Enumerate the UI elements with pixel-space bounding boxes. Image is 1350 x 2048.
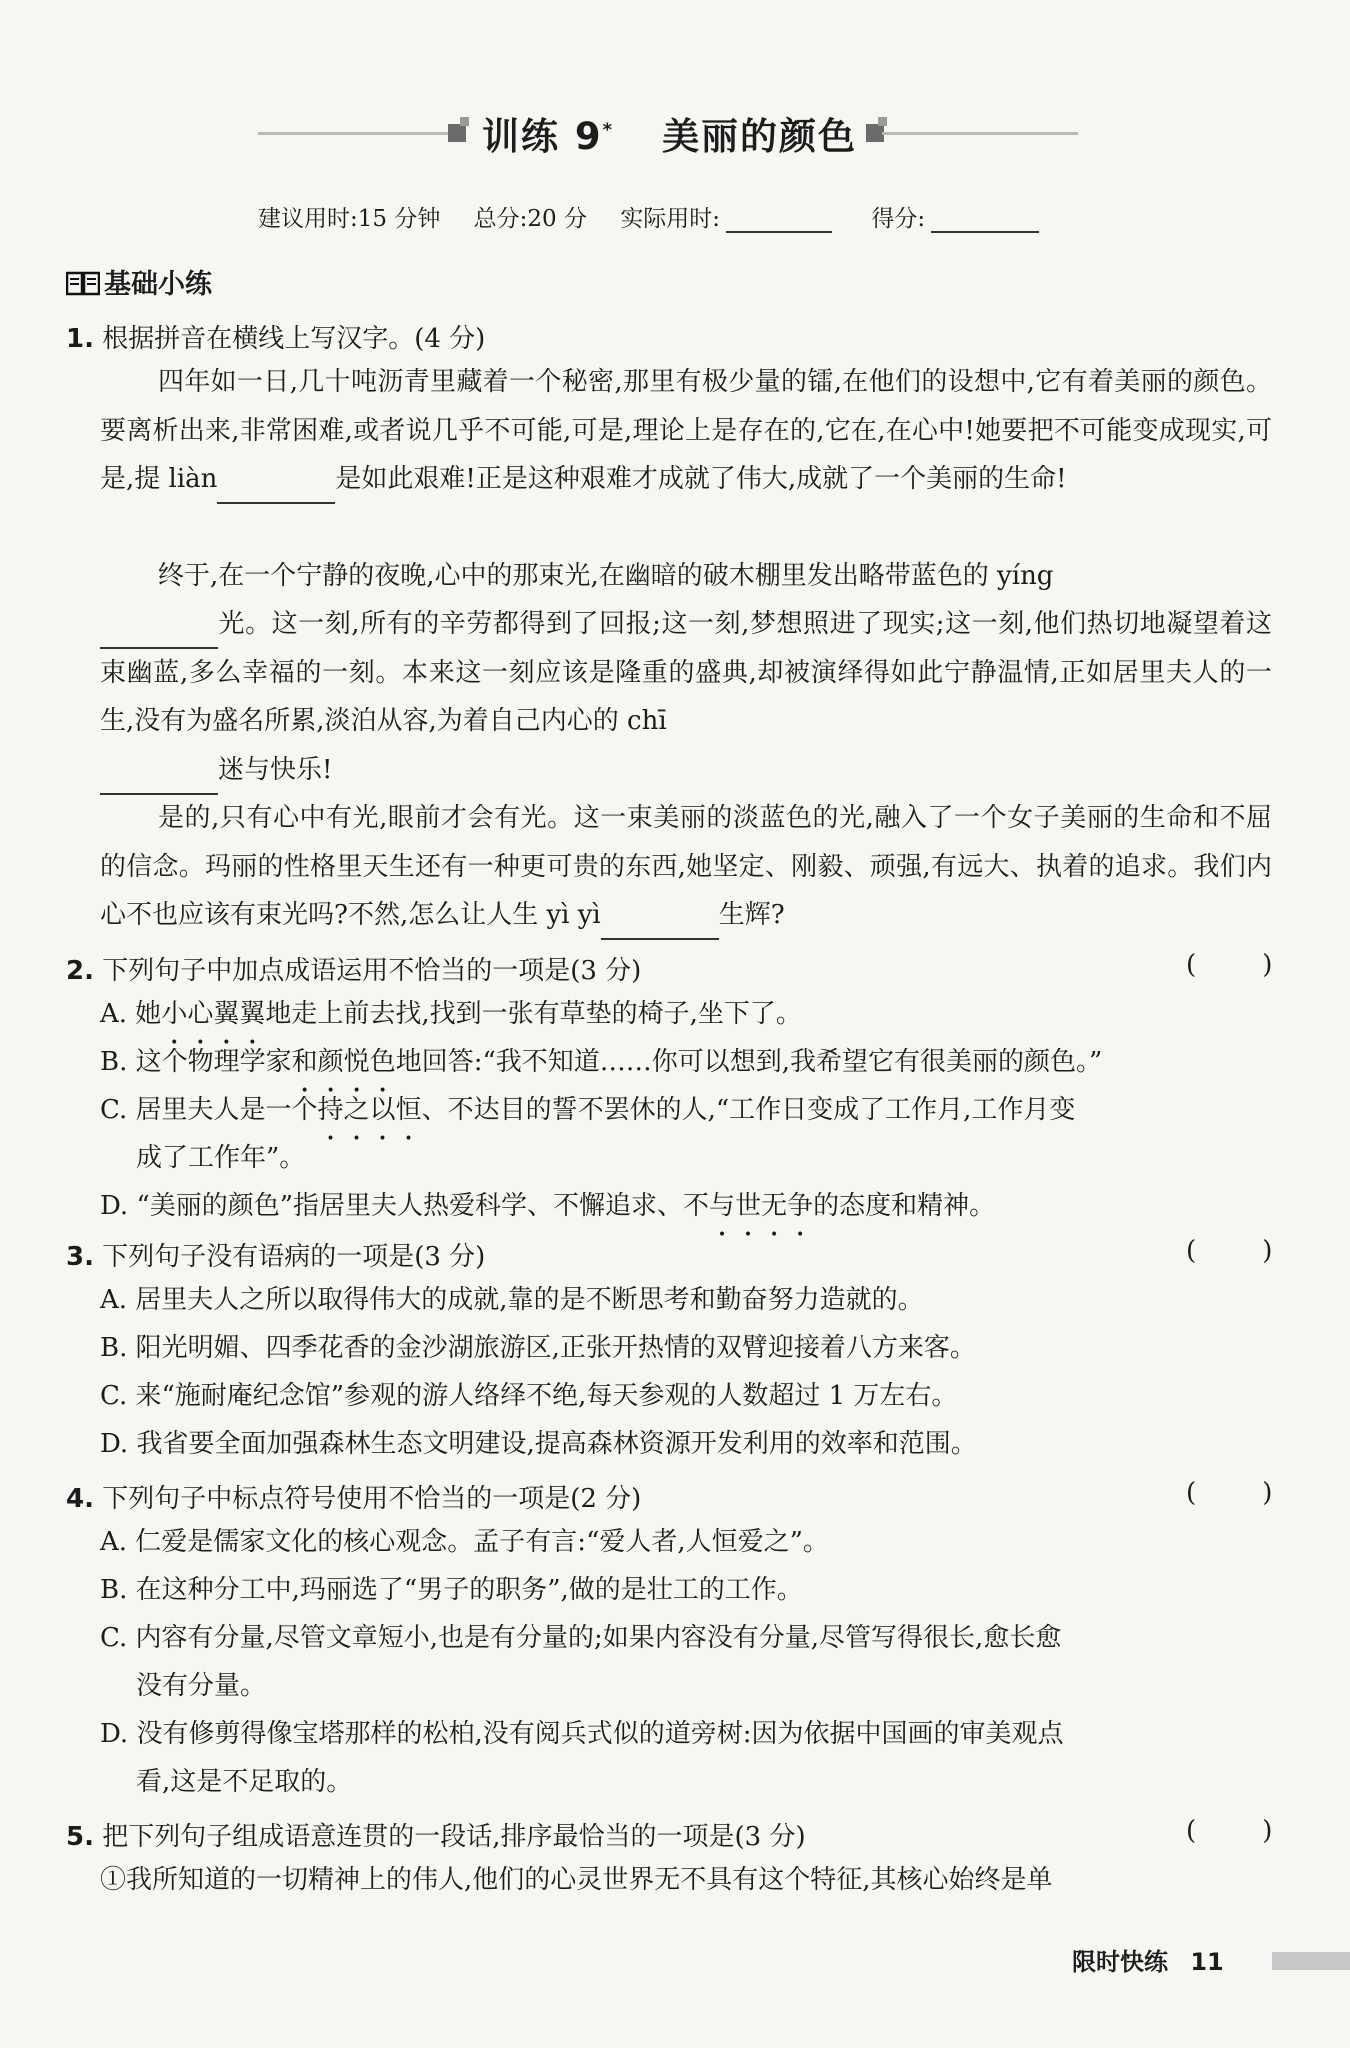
question-4-text: 下列句子中标点符号使用不恰当的一项是(2 分): [102, 1484, 642, 1514]
total-score: 总分:20 分: [473, 206, 587, 232]
suggested-time: 建议用时:15 分钟: [258, 206, 441, 232]
emphasis-char: 翼: [213, 999, 240, 1029]
lesson-mark: *: [602, 119, 615, 141]
question-1-stem: [66, 318, 485, 355]
q1-p3b-text: 生辉?: [718, 900, 785, 930]
title-decoration-left-icon: [448, 124, 466, 142]
q3-option-a: A. 居里夫人之所以取得伟大的成就,靠的是不断思考和勤奋努力造就的。: [100, 1285, 924, 1315]
score-blank[interactable]: [931, 205, 1039, 233]
lesson-number: 训练 9: [482, 115, 603, 158]
question-4-stem: [66, 1478, 641, 1515]
q1-paragraph-2-cont: [100, 600, 1272, 746]
q2-c-pre: C. 居里夫人是一个: [100, 1095, 318, 1125]
actual-time-blank[interactable]: [726, 205, 832, 233]
q1-blank-2[interactable]: [100, 619, 218, 649]
title-row: [0, 98, 1350, 168]
actual-time-label: 实际用时:: [620, 206, 721, 232]
q4-option-d: D. 没有修剪得像宝塔那样的松柏,没有阅兵式似的道旁树:因为依据中国画的审美观点: [100, 1719, 1064, 1749]
emphasis-char: 和: [291, 1047, 318, 1077]
q2-d-post: 的态度和精神。: [813, 1191, 996, 1221]
q2-option-c-cont: [100, 1134, 305, 1182]
meta-row: [258, 200, 1045, 233]
emphasis-char: 小: [161, 999, 188, 1029]
emphasis-char: 心: [187, 999, 214, 1029]
q4-c-cont: 没有分量。: [136, 1671, 267, 1701]
q2-d-dotted-idiom: [709, 1191, 813, 1221]
question-5-stem: [66, 1816, 806, 1853]
q2-option-d: [100, 1182, 995, 1230]
q4-option-b: B. 在这种分工中,玛丽选了“男子的职务”,做的是壮工的工作。: [100, 1575, 803, 1605]
question-5-number: 5.: [66, 1822, 94, 1852]
q3-option-d: D. 我省要全面加强森林生态文明建设,提高森林资源开发利用的效率和范围。: [100, 1429, 977, 1459]
q1-paragraph-1: [100, 358, 1272, 504]
q2-c-post: 、不达目的誓不罢休的人,“工作日变成了工作月,工作月变: [421, 1095, 1076, 1125]
question-4-number: 4.: [66, 1484, 94, 1514]
q2-a-dotted-idiom: [161, 999, 265, 1029]
emphasis-char: 色: [369, 1047, 396, 1077]
q3-option-c: C. 来“施耐庵纪念馆”参观的游人络绎不绝,每天参观的人数超过 1 万左右。: [100, 1381, 958, 1411]
q2-option-a: [100, 990, 802, 1038]
page-number: 11: [1190, 1948, 1224, 1976]
q2-b-dotted-idiom: [292, 1047, 396, 1077]
q1-paragraph-2: [100, 552, 1272, 601]
emphasis-char: 颜: [317, 1047, 344, 1077]
q1-p2a-text: 终于,在一个宁静的夜晚,心中的那束光,在幽暗的破木棚里发出略带蓝色的 yíng: [158, 561, 1054, 591]
question-5-text: 把下列句子组成语意连贯的一段话,排序最恰当的一项是(3 分): [102, 1822, 806, 1852]
q5-sentence-1: ①我所知道的一切精神上的伟人,他们的心灵世界无不具有这个特征,其核心始终是单: [100, 1865, 1053, 1895]
section-heading: [66, 262, 212, 301]
q2-option-b: [100, 1038, 1102, 1086]
question-3-answer-box[interactable]: ( ): [1186, 1236, 1273, 1266]
q4-option-d-cont-row: [100, 1758, 352, 1806]
emphasis-char: 恒: [395, 1095, 422, 1125]
question-3-text: 下列句子没有语病的一项是(3 分): [102, 1242, 486, 1272]
page-title: [482, 106, 857, 160]
q1-p2c-text: 迷与快乐!: [218, 755, 333, 785]
footer-bar: [1272, 1952, 1350, 1970]
q2-option-c: [100, 1086, 1075, 1134]
question-3-stem: [66, 1236, 485, 1273]
q2-d-pre: D. “美丽的颜色”指居里夫人热爱科学、不懈追求、不: [100, 1191, 710, 1221]
q3-option-b: B. 阳光明媚、四季花香的金沙湖旅游区,正张开热情的双臂迎接着八方来客。: [100, 1333, 976, 1363]
question-4-answer-box[interactable]: ( ): [1186, 1478, 1273, 1508]
footer-label: 限时快练: [1072, 1948, 1168, 1976]
section-title: 基础小练: [104, 269, 212, 300]
q2-b-post: 地回答:“我不知道……你可以想到,我希望它有很美丽的颜色。”: [395, 1047, 1103, 1077]
score-label: 得分:: [871, 206, 926, 232]
q1-p3a-text: 是的,只有心中有光,眼前才会有光。这一束美丽的淡蓝色的光,融入了一个女子美丽的生命和不屈的信念。玛丽的性格里天生还有一种更可贵的东西,她坚定、刚毅、顽强,有远大、执着的追求。我们内心不也应该有束光吗?不然,怎么让人生 yì yì: [100, 803, 1272, 930]
emphasis-char: 争: [787, 1191, 814, 1221]
q4-option-c: C. 内容有分量,尽管文章短小,也是有分量的;如果内容没有分量,尽管写得很长,愈长愈: [100, 1623, 1062, 1653]
question-2-stem: [66, 950, 641, 987]
emphasis-char: 持: [317, 1095, 344, 1125]
lesson-name: 美丽的颜色: [662, 115, 858, 158]
question-5-answer-box[interactable]: ( ): [1186, 1816, 1273, 1846]
q2-a-post: 地走上前去找,找到一张有草垫的椅子,坐下了。: [265, 999, 802, 1029]
emphasis-char: 无: [761, 1191, 788, 1221]
book-icon: [66, 271, 100, 297]
q1-blank-1[interactable]: [217, 474, 335, 504]
q2-c-dotted-idiom: [318, 1095, 422, 1125]
q1-blank-4[interactable]: [601, 910, 719, 940]
q1-blank-3[interactable]: [100, 765, 218, 795]
q1-paragraph-3: [100, 794, 1272, 940]
title-rule-left: [258, 132, 458, 135]
q2-c-cont: 成了工作年”。: [136, 1143, 306, 1173]
question-2-text: 下列句子中加点成语运用不恰当的一项是(3 分): [102, 956, 642, 986]
emphasis-char: 以: [369, 1095, 396, 1125]
title-rule-right: [882, 132, 1078, 135]
page-footer: [1072, 1942, 1224, 1977]
q4-option-a: A. 仁爱是儒家文化的核心观念。孟子有言:“爱人者,人恒爱之”。: [100, 1527, 829, 1557]
emphasis-char: 悦: [343, 1047, 370, 1077]
emphasis-char: 之: [343, 1095, 370, 1125]
q1-p1b-text: 是如此艰难!正是这种艰难才成就了伟大,成就了一个美丽的生命!: [335, 464, 1067, 494]
emphasis-char: 翼: [239, 999, 266, 1029]
question-2-answer-box[interactable]: ( ): [1186, 950, 1273, 980]
question-2-number: 2.: [66, 956, 94, 986]
q2-a-pre: A. 她: [100, 999, 162, 1029]
q2-b-pre: B. 这个物理学家: [100, 1047, 292, 1077]
q4-option-c-cont-row: [100, 1662, 266, 1710]
question-3-number: 3.: [66, 1242, 94, 1272]
q4-d-cont: 看,这是不足取的。: [136, 1767, 353, 1797]
q1-paragraph-2-end: [100, 746, 1272, 795]
question-1-text: 根据拼音在横线上写汉字。(4 分): [102, 324, 486, 354]
emphasis-char: 与: [709, 1191, 736, 1221]
q1-p1-text: 四年如一日,几十吨沥青里藏着一个秘密,那里有极少量的镭,在他们的设想中,它有着美丽的颜色。要离析出来,非常困难,或者说几乎不可能,可是,理论上是存在的,它在,在心中!她要把不可能变成现实,可是,提 liàn: [100, 367, 1272, 494]
question-1-number: 1.: [66, 324, 94, 354]
q1-p2b-text: 光。这一刻,所有的辛劳都得到了回报;这一刻,梦想照进了现实;这一刻,他们热切地凝望着这束幽蓝,多么幸福的一刻。本来这一刻应该是隆重的盛典,却被演绎得如此宁静温情,正如居里夫人的一生,没有为盛名所累,淡泊从容,为着自己内心的 chī: [100, 609, 1272, 736]
emphasis-char: 世: [735, 1191, 762, 1221]
